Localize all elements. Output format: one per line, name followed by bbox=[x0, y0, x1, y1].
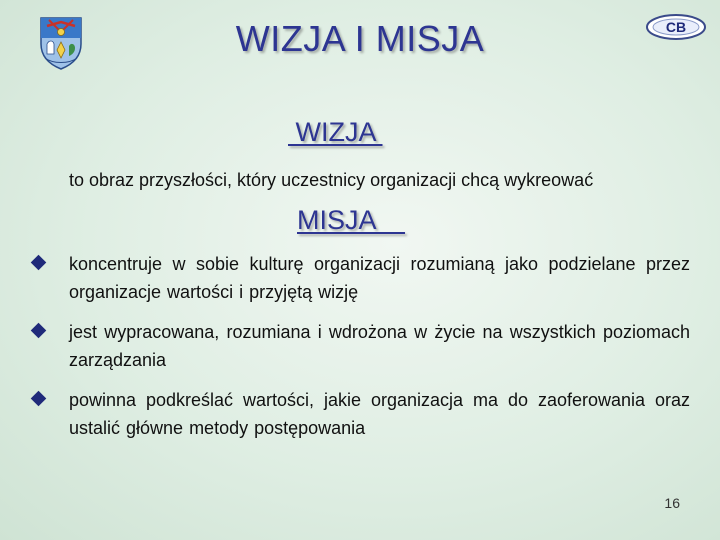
mission-bullet-list bbox=[30, 250, 690, 454]
mission-bullet bbox=[30, 318, 690, 374]
diamond-bullet-icon bbox=[31, 323, 47, 339]
mission-bullet bbox=[30, 250, 690, 306]
page-number: 16 bbox=[664, 495, 680, 511]
vision-definition: to obraz przyszłości, który uczestnicy organizacji chcą wykreować bbox=[69, 170, 594, 190]
cb-logo-icon bbox=[645, 12, 707, 42]
vision-heading: WIZJA bbox=[288, 117, 383, 147]
mission-heading: MISJA bbox=[297, 205, 406, 235]
diamond-bullet-icon bbox=[31, 255, 47, 271]
cb-logo-text: CB bbox=[665, 19, 687, 35]
coat-of-arms-icon bbox=[37, 14, 85, 70]
mission-bullet bbox=[30, 386, 690, 442]
mission-bullet-text: powinna podkreślać wartości, jakie organizacja ma do zaoferowania oraz ustalić główne metody postępowania bbox=[69, 390, 690, 438]
mission-bullet-text: jest wypracowana, rozumiana i wdrożona w życie na wszystkich poziomach zarządzania bbox=[69, 322, 690, 370]
slide-title: WIZJA I MISJA bbox=[235, 18, 485, 59]
mission-bullet-text: koncentruje w sobie kulturę organizacji rozumianą jako podzielane przez organizacje wartości i przyjętą wizję bbox=[69, 254, 690, 302]
diamond-bullet-icon bbox=[31, 391, 47, 407]
